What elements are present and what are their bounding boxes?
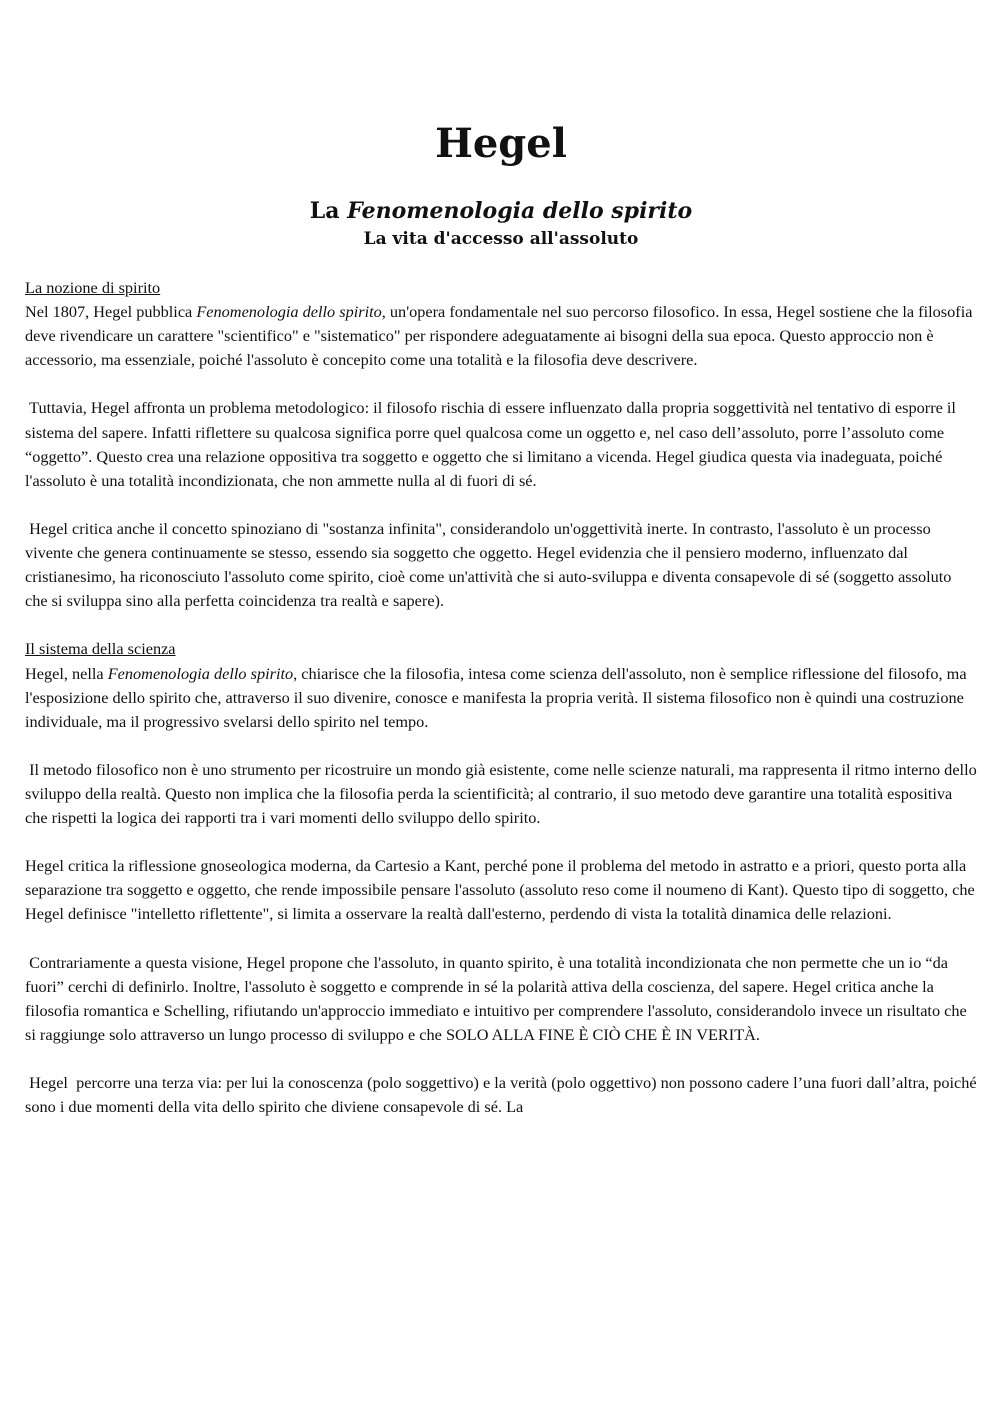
- paragraph: [25, 662, 977, 734]
- paragraph-text: Hegel, nella: [25, 663, 108, 683]
- document-title: Hegel: [435, 120, 567, 167]
- subtitle-prefix: La: [309, 198, 348, 224]
- work-title: Fenomenologia dello spirito: [196, 302, 382, 322]
- document-tagline: La vita d'accesso all'assoluto: [363, 229, 639, 249]
- document-subtitle: [25, 197, 977, 225]
- paragraph-text: , chiarisce che la filosofia, intesa come scienza dell'assoluto, non è semplice riflessione del filosofo, ma l'esposizione dello spirito che, attraverso il suo divenire, conosce e manifesta la propria verità. Il sistema filosofico non è quindi una costruzione individuale, ma il progressivo svelarsi dello spirito nel tempo.: [25, 663, 967, 731]
- paragraph: Hegel percorre una terza via: per lui la conoscenza (polo soggettivo) e la verità (polo oggettivo) non possono cadere l’una fuori dall’altra, poiché sono i due momenti della vita dello spirito che diviene consapevole di sé. La: [25, 1073, 981, 1117]
- paragraph: [25, 300, 977, 372]
- paragraph: Il metodo filosofico non è uno strumento per ricostruire un mondo già esistente, come nelle scienze naturali, ma rappresenta il ritmo interno dello sviluppo della realtà. Questo non implica che la filosofia perda la scientificità; al contrario, il suo metodo deve garantire una totalità espositiva che rispetti la logica dei rapporti tra i vari momenti dello sviluppo dello spirito.: [25, 759, 981, 828]
- document-body: [25, 276, 981, 1119]
- paragraph-text: Nel 1807, Hegel pubblica: [25, 302, 197, 322]
- work-title: Fenomenologia dello spirito: [107, 663, 294, 683]
- paragraph: Hegel critica la riflessione gnoseologica moderna, da Cartesio a Kant, perché pone il problema del metodo in astratto e a priori, questo porta alla separazione tra soggetto e oggetto, che rende impossibile pensare l'assoluto (assoluto reso come il noumeno di Kant). Questo tipo di soggetto, che Hegel definisce "intelletto riflettente", si limita a osservare la realtà dall'esterno, perdendo di vista la totalità dinamica delle relazioni.: [25, 856, 979, 924]
- paragraph: Hegel critica anche il concetto spinoziano di "sostanza infinita", considerandolo un'oggettività inerte. In contrasto, l'assoluto è un processo vivente che genera continuamente se stesso, essendo sia soggetto che oggetto. Hegel evidenzia che il pensiero moderno, influenzato dal cristianesimo, ha riconosciuto l'assoluto come spirito, cioè come un'attività che si auto-sviluppa e diventa consapevole di sé (soggetto assoluto che si sviluppa sino alla perfetta coincidenza tra realtà e sapere).: [25, 518, 956, 611]
- paragraph: Contrariamente a questa visione, Hegel propone che l'assoluto, in quanto spirito, è una totalità incondizionata che non permette che un io “da fuori” cerchi di definirlo. Inoltre, l'assoluto è soggetto e comprende in sé la polarità attiva della coscienza, del sapere. Hegel critica anche la filosofia romantica e Schelling, rifiutando un'approccio immediato e intuitivo per comprendere l'assoluto, considerandolo invece un risultato che si raggiunge solo attraverso un lungo processo di sviluppo e che SOLO ALLA FINE È CIÒ CHE È IN VERITÀ.: [25, 952, 971, 1044]
- section-heading-sistema-della-scienza: Il sistema della scienza: [25, 639, 176, 659]
- subtitle-italic: Fenomenologia dello spirito: [347, 198, 693, 224]
- paragraph-text: , un'opera fondamentale nel suo percorso filosofico. In essa, Hegel sostiene che la filosofia deve rivendicare un carattere "scientifico" e "sistematico" per rispondere adeguatamente ai bisogni della sua epoca. Questo approccio non è accessorio, ma essenziale, poiché l'assoluto è concepito come una totalità e la filosofia deve descrivere.: [25, 302, 973, 370]
- section-heading-nozione-di-spirito: La nozione di spirito: [25, 278, 161, 297]
- paragraph: Tuttavia, Hegel affronta un problema metodologico: il filosofo rischia di essere influenzato dalla propria soggettività nel tentativo di esporre il sistema del sapere. Infatti riflettere su qualcosa significa porre quel qualcosa come un oggetto e, nel caso dell’assoluto, porre l’assoluto come “oggetto”. Questo crea una relazione oppositiva tra soggetto e oggetto che si limitano a vicenda. Hegel giudica questa via inadeguata, poiché l'assoluto è una totalità incondizionata, che non ammette nulla al di fuori di sé.: [25, 398, 961, 490]
